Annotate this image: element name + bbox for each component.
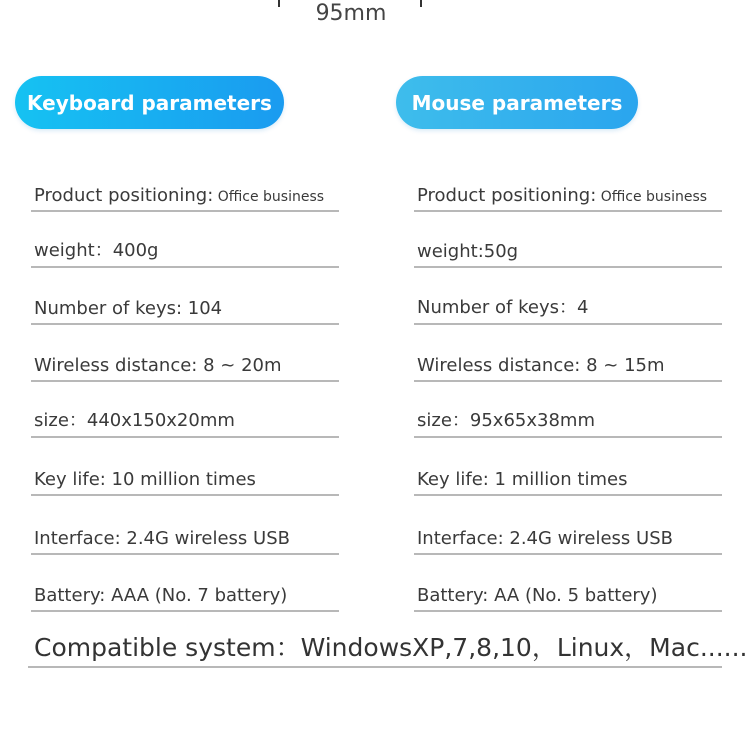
keyboard-spec-row xyxy=(31,170,339,212)
spec-text: size：440x150x20mm xyxy=(34,410,235,431)
spec-text: Key life: 1 million times xyxy=(417,469,628,490)
mouse-spec-row xyxy=(414,170,722,212)
keyboard-parameters-title: Keyboard parameters xyxy=(27,90,272,115)
mouse-spec-row xyxy=(414,283,722,325)
keyboard-spec-row xyxy=(31,513,339,555)
spec-text: weight：400g xyxy=(34,240,159,261)
keyboard-parameters-badge xyxy=(15,76,284,129)
spec-text: size：95x65x38mm xyxy=(417,410,595,431)
spec-value: Office business xyxy=(596,189,708,205)
spec-value: Office business xyxy=(213,189,325,205)
spec-text: Key life: 10 million times xyxy=(34,469,256,490)
dimension-label: 95mm xyxy=(315,1,387,26)
compatible-system-text: Compatible system：WindowsXP,7,8,10，Linux，Mac...... xyxy=(34,633,748,662)
spec-text: Battery: AAA (No. 7 battery) xyxy=(34,585,288,606)
spec-label: Product positioning: xyxy=(417,185,597,206)
keyboard-spec-row xyxy=(31,226,339,268)
compatible-system-row xyxy=(28,630,748,668)
mouse-spec-row xyxy=(414,396,722,438)
mouse-spec-row xyxy=(414,570,722,612)
mouse-parameters-title: Mouse parameters xyxy=(411,90,623,115)
spec-text: Interface: 2.4G wireless USB xyxy=(417,528,673,549)
keyboard-spec-row xyxy=(31,340,339,382)
mouse-spec-row xyxy=(414,454,722,496)
spec-label: Product positioning: xyxy=(34,185,214,206)
mouse-spec-row xyxy=(414,513,722,555)
spec-text: Number of keys：4 xyxy=(417,297,589,318)
spec-text: Number of keys: 104 xyxy=(34,298,223,319)
spec-text: Wireless distance: 8 ~ 15m xyxy=(417,355,665,376)
dimension-indicator xyxy=(0,0,750,30)
spec-text: Battery: AA (No. 5 battery) xyxy=(417,585,658,606)
mouse-spec-row xyxy=(414,340,722,382)
mouse-spec-row xyxy=(414,226,722,268)
keyboard-spec-row xyxy=(31,454,339,496)
spec-text: weight:50g xyxy=(417,241,519,262)
spec-text: Wireless distance: 8 ~ 20m xyxy=(34,355,282,376)
mouse-parameters-badge xyxy=(396,76,638,129)
keyboard-spec-row xyxy=(31,570,339,612)
keyboard-spec-row xyxy=(31,283,339,325)
keyboard-spec-row xyxy=(31,396,339,438)
spec-text: Interface: 2.4G wireless USB xyxy=(34,528,290,549)
